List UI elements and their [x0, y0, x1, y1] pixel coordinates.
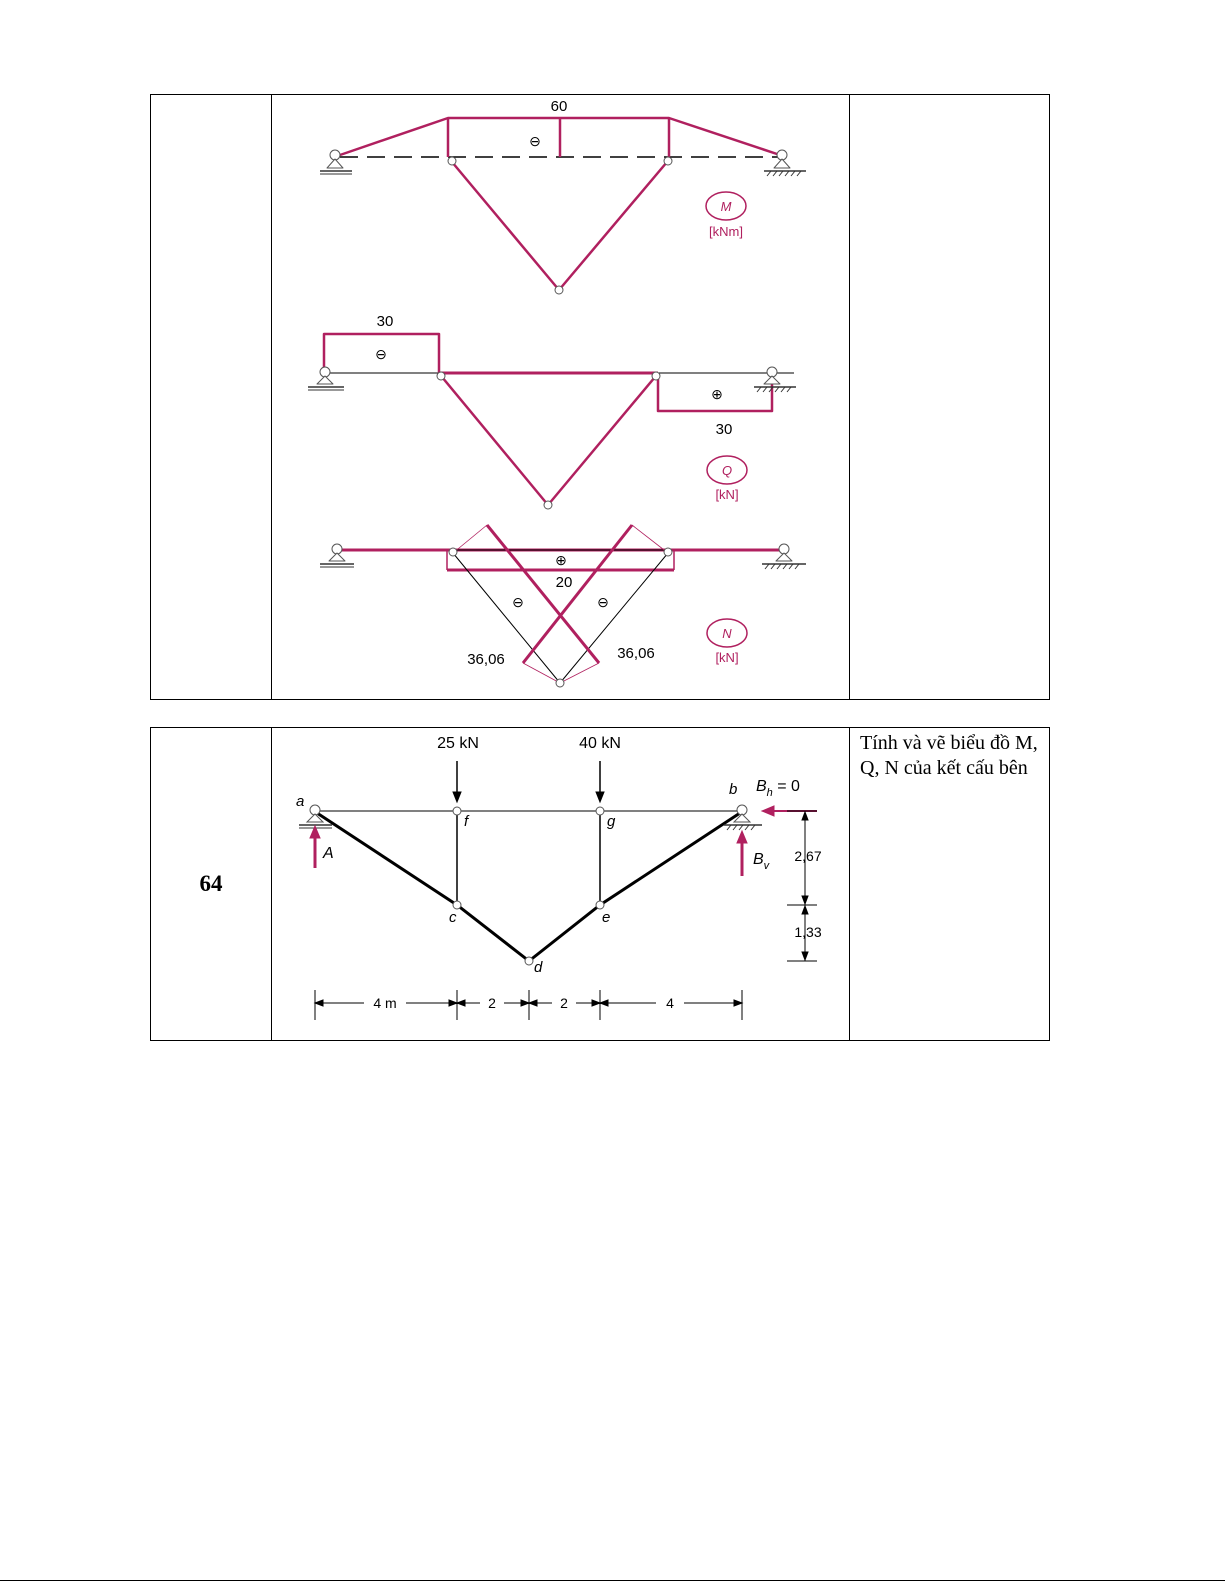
shear-name: Q: [721, 463, 733, 478]
figure-cell: [272, 95, 850, 699]
page-bottom-rule: [0, 1580, 1225, 1581]
pin-support-b: [724, 805, 762, 830]
shear-sign-positive: ⊕: [711, 386, 723, 402]
normal-sign-right: ⊖: [597, 594, 609, 610]
row-number-cell: [151, 95, 272, 699]
shear-unit: [kN]: [715, 487, 739, 502]
span-3-label: 2: [560, 995, 568, 1011]
moment-sign: ⊖: [529, 133, 541, 149]
internal-force-diagrams: [272, 95, 849, 699]
problem-number: 64: [199, 871, 223, 896]
diagram-table: [150, 94, 1050, 700]
normal-top-label: 20: [555, 574, 573, 591]
node-g-label: g: [607, 813, 616, 830]
node-e-label: e: [602, 909, 611, 926]
reaction-bv-label: $B_v$: [753, 851, 770, 872]
problem-description: Tính và vẽ biểu đồ M, Q, N của kết cấu bên: [860, 732, 1038, 779]
load-arrow-25kn: [453, 761, 461, 802]
load-arrow-40kn: [596, 761, 604, 802]
problem-table: [150, 727, 1050, 1041]
node-d-label: d: [534, 959, 543, 976]
moment-name: M: [720, 199, 732, 214]
description-cell: [850, 95, 1049, 699]
description-cell: [850, 728, 1049, 1040]
span-4-label: 4: [666, 995, 674, 1011]
normal-left-label: 36,06: [467, 651, 505, 668]
shear-strut-diagram: [442, 377, 655, 505]
reaction-bh-label: $B_h = 0$: [756, 778, 800, 799]
strut-chain: [317, 813, 740, 961]
pin-support-right: [764, 150, 806, 176]
figure-cell: [272, 728, 850, 1040]
node-f-label: f: [464, 813, 469, 830]
shear-sign-negative: ⊖: [375, 346, 387, 362]
pin-support-right: [754, 367, 796, 392]
node-c-label: c: [449, 909, 457, 926]
moment-diagram: [320, 118, 806, 294]
normal-right-label: 36,06: [617, 645, 655, 662]
node-a-label: a: [296, 793, 305, 810]
normal-sign-left: ⊖: [512, 594, 524, 610]
pin-support-left: [308, 367, 344, 390]
shear-left-label: 30: [376, 313, 394, 330]
moment-unit: [kNm]: [709, 224, 743, 239]
load-40kn-label: 40 kN: [579, 735, 621, 752]
normal-strut-right: [523, 525, 632, 663]
span-1-label: 4 m: [373, 995, 397, 1011]
moment-peak-label: 60: [550, 98, 568, 115]
structure-figure: [272, 728, 849, 1040]
reaction-bv-arrow: [737, 831, 747, 876]
normal-strut-left: [487, 525, 599, 663]
normal-sign-positive: ⊕: [555, 552, 567, 568]
shear-right-label: 30: [715, 421, 733, 438]
reaction-a-arrow: [310, 826, 320, 868]
row-number-cell: [151, 728, 272, 1040]
span-2-label: 2: [488, 995, 496, 1011]
load-25kn-label: 25 kN: [437, 735, 479, 752]
height-bottom-label: 1,33: [794, 924, 822, 940]
node-b-label: b: [729, 781, 738, 798]
reaction-a-label: A: [323, 845, 334, 862]
pin-support-right: [762, 544, 806, 569]
height-top-label: 2,67: [794, 848, 822, 864]
moment-strut-diagram: [452, 162, 667, 290]
normal-name: N: [722, 626, 732, 641]
normal-unit: [kN]: [715, 650, 739, 665]
pin-support-left: [320, 544, 354, 567]
